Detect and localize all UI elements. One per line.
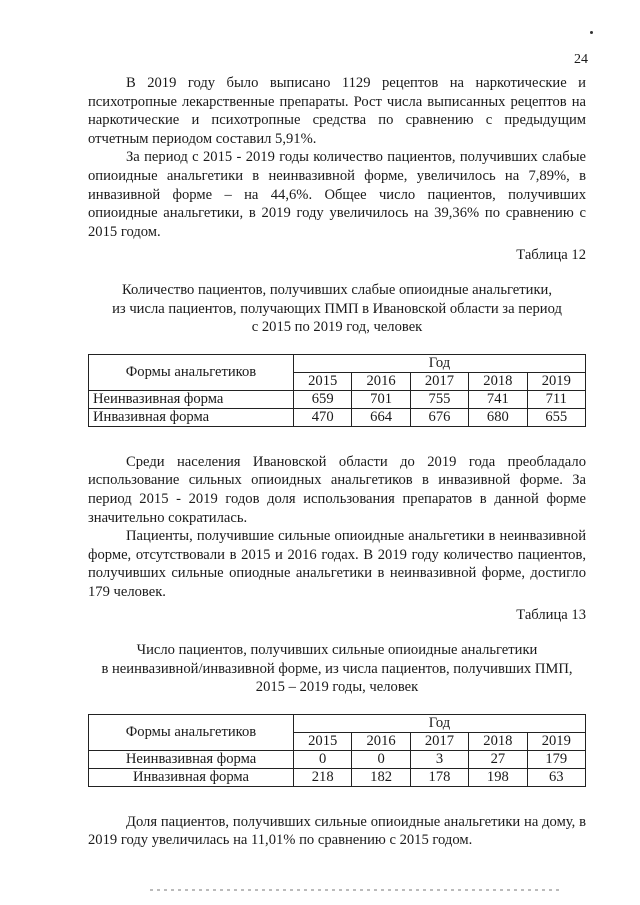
- table12-title-line: из числа пациентов, получающих ПМП в Ивановской области за период: [112, 300, 562, 317]
- table12-label: Таблица 12: [516, 247, 586, 264]
- table-row: [89, 750, 586, 768]
- table-header-row: [89, 354, 586, 372]
- row-label: Неинвазивная форма: [89, 750, 294, 768]
- table-header-row: [89, 714, 586, 732]
- table-cell: 178: [410, 768, 468, 786]
- table-cell: 0: [352, 750, 410, 768]
- table13-title-line: Число пациентов, получивших сильные опиоидные анальгетики: [136, 642, 538, 659]
- year-cell: 2017: [410, 732, 468, 750]
- table-cell: 676: [410, 408, 468, 426]
- table13-label: Таблица 13: [516, 607, 586, 624]
- table12-title-line: с 2015 по 2019 год, человек: [251, 319, 423, 336]
- table13-title-line: в неинвазивной/инвазивной форме, из числа пациентов, получивших ПМП,: [101, 660, 573, 677]
- paragraph-weak-opioids: За период с 2015 - 2019 годы количество пациентов, получивших слабые опиоидные анальгетики в неинвазивной форме, увеличилось на 7,89%, в инвазивной форме – на 44,6%. Общее число пациентов, получивших опиоидные анальгетики, в 2019 году увеличилось на 39,36% по сравнению с 2015 годом.: [88, 149, 586, 240]
- table-row: [89, 408, 586, 426]
- row-label: Инвазивная форма: [89, 408, 294, 426]
- header-year: Год: [294, 714, 586, 732]
- row-label: Неинвазивная форма: [89, 390, 294, 408]
- year-cell: 2015: [294, 372, 352, 390]
- year-cell: 2019: [527, 732, 585, 750]
- header-year: Год: [294, 354, 586, 372]
- year-cell: 2016: [352, 372, 410, 390]
- table-cell: 218: [294, 768, 352, 786]
- table-cell: 711: [527, 390, 585, 408]
- table13-title-line: 2015 – 2019 годы, человек: [255, 679, 419, 696]
- table12-title: [88, 281, 586, 337]
- paragraph-strong-opioids: Среди населения Ивановской области до 2019 года преобладало использование сильных опиоидных анальгетиков в инвазивной форме. За период 2015 - 2019 годов доля использования препаратов в данной форме значительно сократилась.: [88, 453, 586, 526]
- header-forms: Формы анальгетиков: [89, 354, 294, 390]
- table-cell: 198: [469, 768, 527, 786]
- paragraph-prescriptions: В 2019 году было выписано 1129 рецептов на наркотические и психотропные лекарственные препараты. Рост числа выписанных рецептов на наркотические и психотропные средства по сравнению с предыдущим отчетным периодом составил 5,91%.: [88, 75, 586, 147]
- table-cell: 701: [352, 390, 410, 408]
- table-row: [89, 390, 586, 408]
- scan-artifact-line: [150, 889, 560, 891]
- document-body: [88, 74, 586, 850]
- table-cell: 27: [469, 750, 527, 768]
- table-cell: 755: [410, 390, 468, 408]
- table-cell: 470: [294, 408, 352, 426]
- table-cell: 655: [527, 408, 585, 426]
- year-cell: 2016: [352, 732, 410, 750]
- table-cell: 182: [352, 768, 410, 786]
- table-row: [89, 768, 586, 786]
- table-cell: 0: [294, 750, 352, 768]
- row-label: Инвазивная форма: [89, 768, 294, 786]
- year-cell: 2018: [469, 372, 527, 390]
- scan-dot: [590, 31, 593, 34]
- table-cell: 741: [469, 390, 527, 408]
- table-cell: 680: [469, 408, 527, 426]
- table12-title-line: Количество пациентов, получивших слабые опиоидные анальгетики,: [122, 281, 552, 298]
- table-cell: 664: [352, 408, 410, 426]
- table-cell: 3: [410, 750, 468, 768]
- paragraph-home-share: Доля пациентов, получивших сильные опиоидные анальгетики на дому, в 2019 году увеличилась на 11,01% по сравнению с 2015 годом.: [88, 813, 586, 849]
- table-cell: 63: [527, 768, 585, 786]
- page-number: 24: [574, 52, 588, 67]
- table13: [88, 714, 586, 787]
- table-cell: 179: [527, 750, 585, 768]
- table13-title: [88, 641, 586, 697]
- table-cell: 659: [294, 390, 352, 408]
- table12: [88, 354, 586, 427]
- header-forms: Формы анальгетиков: [89, 714, 294, 750]
- year-cell: 2018: [469, 732, 527, 750]
- paragraph-noninvasive: Пациенты, получившие сильные опиоидные анальгетики в неинвазивной форме, отсутствовали в 2015 и 2016 годах. В 2019 году количество пациентов, получивших сильные опиодные анальгетики в неинвазивной форме, достигло 179 человек.: [88, 528, 586, 600]
- year-cell: 2015: [294, 732, 352, 750]
- year-cell: 2017: [410, 372, 468, 390]
- year-cell: 2019: [527, 372, 585, 390]
